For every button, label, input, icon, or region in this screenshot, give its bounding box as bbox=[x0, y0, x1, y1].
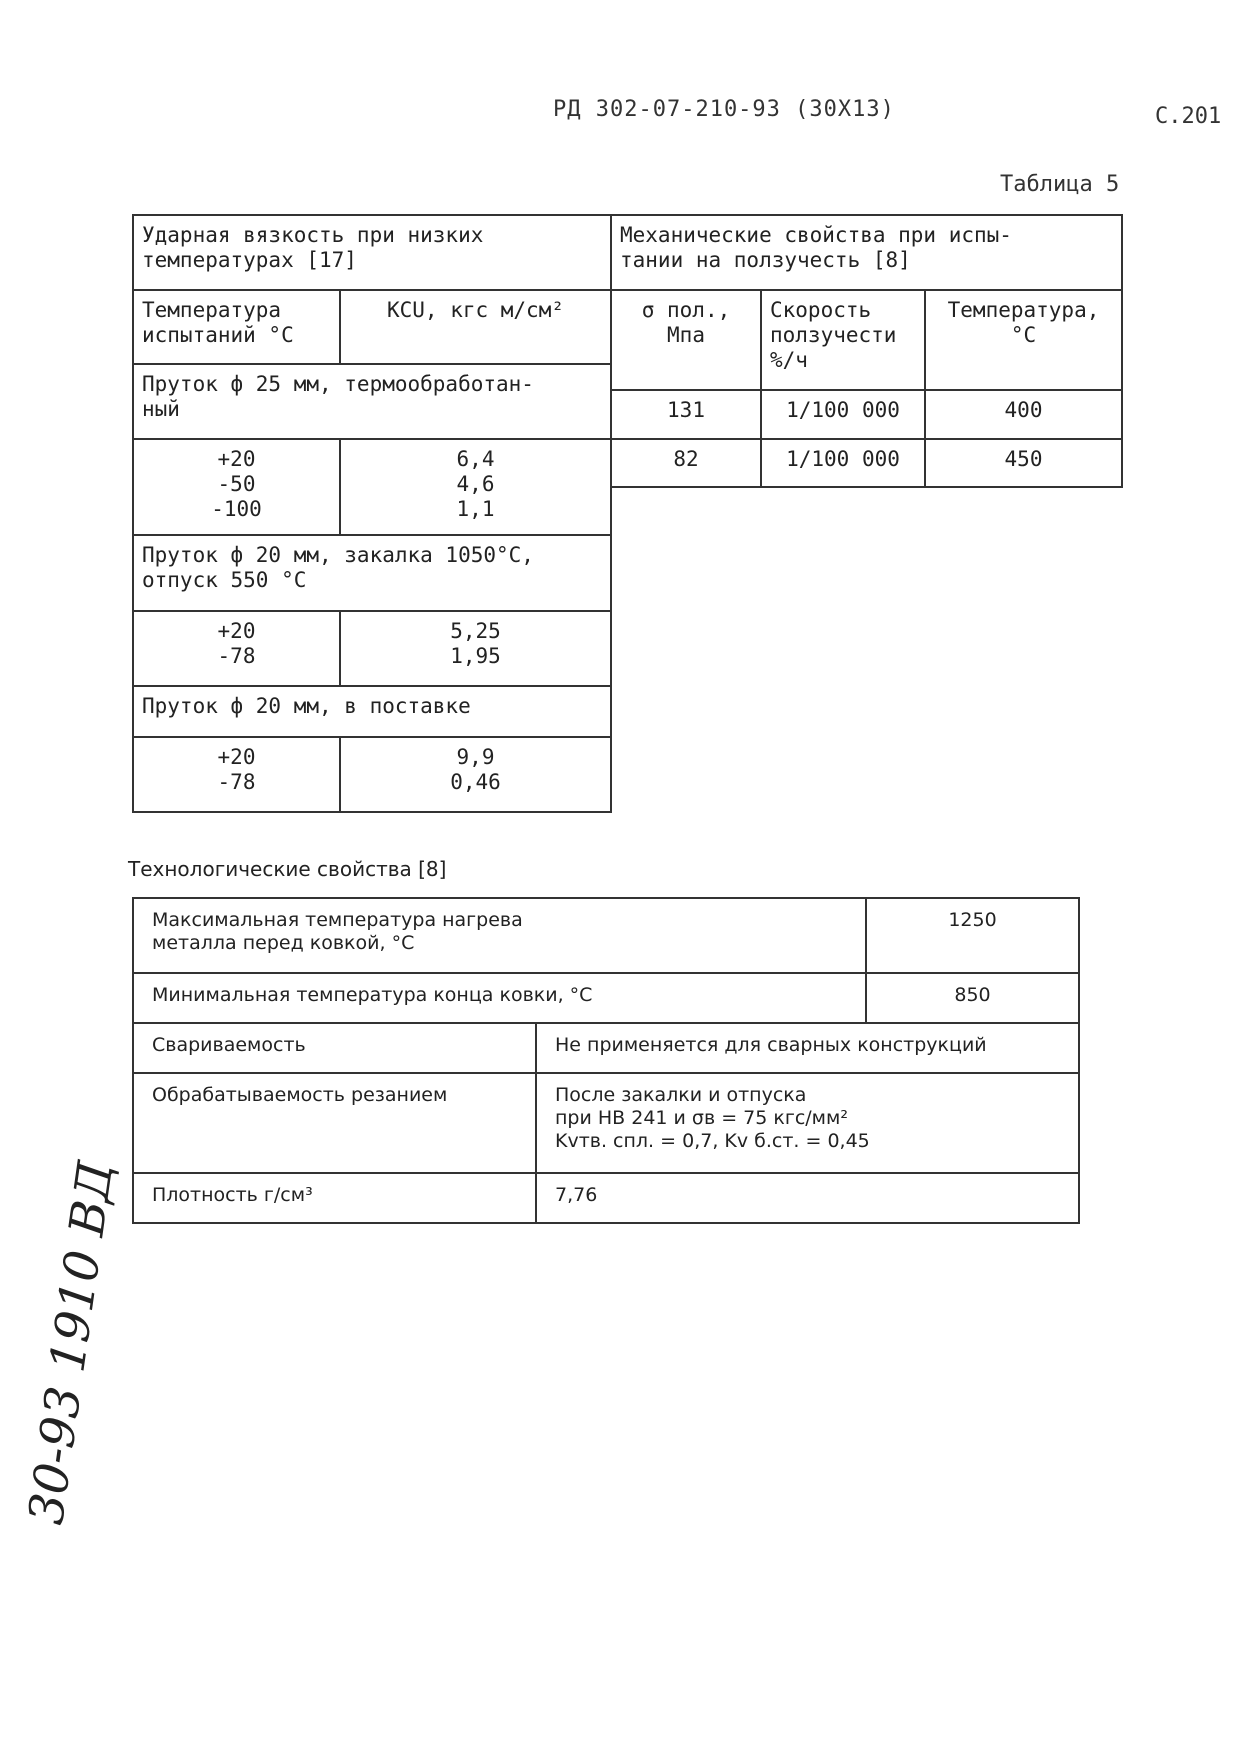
group-2-temps: +20 -78 bbox=[133, 611, 340, 686]
table-label: Таблица 5 bbox=[1000, 172, 1120, 197]
weld-label: Свариваемость bbox=[133, 1023, 536, 1073]
creep-temp-1: 400 bbox=[925, 390, 1122, 439]
creep-stress-2: 82 bbox=[611, 439, 761, 487]
impact-title: Ударная вязкость при низких температурах [17] bbox=[133, 215, 611, 290]
group-1-name: Пруток ф 25 мм, термообработан- ный bbox=[133, 364, 611, 439]
group-1-temps: +20 -50 -100 bbox=[133, 439, 340, 535]
creep-col-temp: Температура, °С bbox=[925, 290, 1122, 390]
table-5 bbox=[132, 214, 1123, 813]
creep-title: Механические свойства при испы- тании на ползучесть [8] bbox=[611, 215, 1122, 290]
impact-col-kcu: KCU, кгс м/см² bbox=[340, 290, 611, 364]
creep-rate-1: 1/100 000 bbox=[761, 390, 925, 439]
tech-title: Технологические свойства [8] bbox=[128, 857, 447, 881]
group-3-temps: +20 -78 bbox=[133, 737, 340, 812]
page-number: С.201 bbox=[1155, 104, 1222, 129]
density-label: Плотность г/см³ bbox=[133, 1173, 536, 1223]
group-3-name: Пруток ф 20 мм, в поставке bbox=[133, 686, 611, 737]
machin-label: Обрабатываемость резанием bbox=[133, 1073, 536, 1173]
handwritten-signature: 30-93 1910 ВД bbox=[18, 1158, 125, 1528]
impact-col-temp: Температура испытаний °С bbox=[133, 290, 340, 364]
creep-col-rate: Скорость ползучести %/ч bbox=[761, 290, 925, 390]
group-2-values: 5,25 1,95 bbox=[340, 611, 611, 686]
weld-value: Не применяется для сварных конструкций bbox=[536, 1023, 1079, 1073]
creep-rate-2: 1/100 000 bbox=[761, 439, 925, 487]
machin-value: После закалки и отпуска при НВ 241 и σв = 75 кгс/мм² Kvтв. спл. = 0,7, Kv б.ст. = 0,45 bbox=[536, 1073, 1079, 1173]
tech-table bbox=[132, 897, 1080, 1224]
document-code: РД 302-07-210-93 (30Х13) bbox=[553, 97, 895, 122]
max-temp-value: 1250 bbox=[866, 898, 1079, 973]
creep-stress-1: 131 bbox=[611, 390, 761, 439]
density-value: 7,76 bbox=[536, 1173, 1079, 1223]
min-temp-value: 850 bbox=[866, 973, 1079, 1023]
creep-col-stress: σ пол., Мпа bbox=[611, 290, 761, 390]
group-1-values: 6,4 4,6 1,1 bbox=[340, 439, 611, 535]
group-2-name: Пруток ф 20 мм, закалка 1050°С, отпуск 550 °С bbox=[133, 535, 611, 611]
creep-temp-2: 450 bbox=[925, 439, 1122, 487]
min-temp-label: Минимальная температура конца ковки, °С bbox=[133, 973, 866, 1023]
group-3-values: 9,9 0,46 bbox=[340, 737, 611, 812]
max-temp-label: Максимальная температура нагрева металла перед ковкой, °С bbox=[133, 898, 866, 973]
